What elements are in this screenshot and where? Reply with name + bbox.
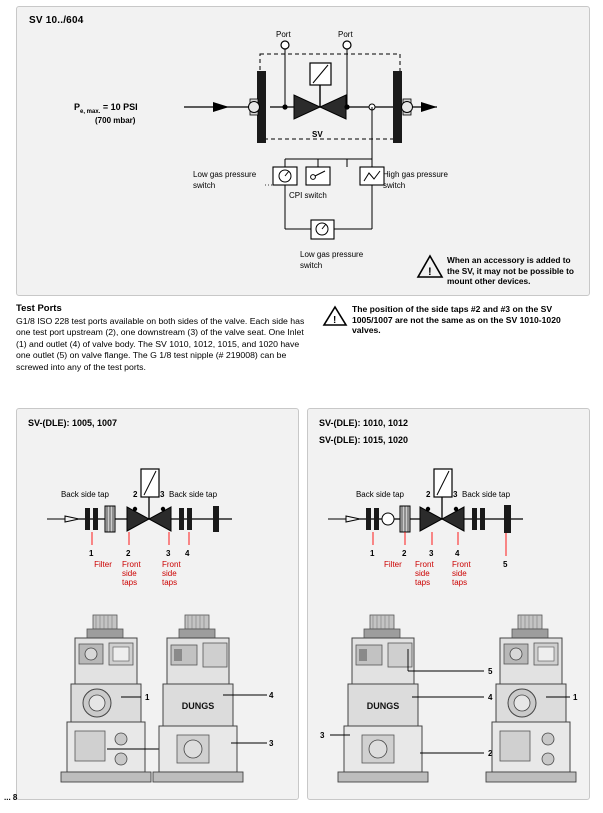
left-photo-callout-1: 1 — [145, 693, 150, 702]
right-front-taps-r2: side — [452, 569, 467, 578]
low-gas-switch-bottom-label-1: Low gas pressure — [300, 250, 364, 259]
right-num-3: 3 — [429, 549, 434, 558]
warning-triangle-icon — [322, 305, 348, 327]
right-valve-photo-b — [486, 615, 578, 782]
top-diagram-panel — [16, 6, 590, 296]
left-front-taps-l1: Front — [122, 560, 141, 569]
right-num-2: 2 — [402, 549, 407, 558]
max-pressure-label: $P_{e, max.} = 10$ PSI — [74, 102, 138, 115]
top-panel-title: SV 10../604 — [29, 15, 84, 26]
low-gas-switch-bottom-label-2: switch — [300, 261, 323, 270]
right-tap-2-top: 2 — [426, 490, 431, 499]
accessory-warning-text: When an accessory is added to the SV, it may not be possible to mount other devices. — [447, 255, 574, 287]
right-photo-callout-3: 3 — [320, 731, 325, 740]
right-front-taps-r1: Front — [452, 560, 471, 569]
left-tap-3-top: 3 — [160, 490, 165, 499]
right-num-4: 4 — [455, 549, 460, 558]
right-filter-label: Filter — [384, 560, 402, 569]
left-photo-brand: DUNGS — [181, 701, 215, 711]
left-front-taps-l3: taps — [122, 578, 138, 587]
right-back-side-tap-label-2: Back side tap — [462, 490, 511, 499]
right-front-taps-l1: Front — [415, 560, 434, 569]
left-front-taps-r2: side — [162, 569, 177, 578]
low-gas-switch-left-label-1: Low gas pressure — [193, 170, 257, 179]
right-front-taps-l3: taps — [415, 578, 431, 587]
side-taps-note — [322, 304, 588, 336]
test-ports-body: G1/8 ISO 228 test ports available on both sides of the valve. Each side has one test port upstream (2), one downstream (3) of the valve seat. One Inlet (1) and outlet (4) of valve body. The SV 1010, 1012, 1015, and 1020 have one outlet (5) on valve flange. The G 1/8 test nipple (# 219008) can be screwed into any of the test ports. — [16, 316, 305, 372]
left-valve-photo-b — [153, 615, 274, 782]
right-photo-callout-2: 2 — [488, 749, 493, 758]
right-num-1: 1 — [370, 549, 375, 558]
left-front-taps-r1: Front — [162, 560, 181, 569]
right-valve-panel — [307, 408, 590, 800]
left-tap-2-top: 2 — [133, 490, 138, 499]
left-photo-callout-3: 3 — [269, 739, 274, 748]
max-pressure-label-2: (700 mbar) — [95, 116, 136, 125]
right-num-5: 5 — [503, 560, 508, 569]
left-num-2: 2 — [126, 549, 131, 558]
high-gas-switch-label-2: switch — [383, 181, 406, 190]
right-tap-3-top: 3 — [453, 490, 458, 499]
left-panel-graphics — [17, 409, 298, 799]
right-photo-brand: DUNGS — [366, 701, 400, 711]
port-right-label: Port — [338, 30, 353, 39]
right-valve-photo-a — [320, 615, 493, 782]
left-back-side-tap-label-1: Back side tap — [60, 490, 109, 499]
left-photo-callout-4: 4 — [269, 691, 274, 700]
left-front-taps-l2: side — [122, 569, 137, 578]
svg-text:!: ! — [428, 266, 432, 278]
page-number: ... 8 — [4, 793, 18, 802]
svg-text:!: ! — [333, 315, 337, 326]
left-panel-title: SV-(DLE): 1005, 1007 — [28, 418, 118, 428]
left-filter-label: Filter — [94, 560, 112, 569]
right-panel-graphics — [308, 409, 589, 799]
high-gas-switch-label-1: High gas pressure — [383, 170, 448, 179]
right-front-taps-l2: side — [415, 569, 430, 578]
sv-label: SV — [312, 130, 323, 139]
sv-system-diagram — [17, 7, 589, 295]
left-back-side-tap-label-2: Back side tap — [169, 490, 218, 499]
test-ports-heading: Test Ports — [16, 303, 62, 314]
right-photo-callout-5: 5 — [488, 667, 493, 676]
left-num-3: 3 — [166, 549, 171, 558]
right-front-taps-r3: taps — [452, 578, 468, 587]
right-panel-title-2: SV-(DLE): 1015, 1020 — [319, 435, 409, 445]
left-valve-panel — [16, 408, 299, 800]
right-panel-title-1: SV-(DLE): 1010, 1012 — [319, 418, 409, 428]
side-taps-note-text: The position of the side taps #2 and #3 on the SV 1005/1007 are not the same as on the SV 1010-1020 valves. — [352, 304, 561, 336]
right-photo-callout-4: 4 — [488, 693, 493, 702]
test-ports-section — [16, 303, 316, 373]
cpi-switch-label: CPI switch — [289, 191, 327, 200]
right-back-side-tap-label-1: Back side tap — [355, 490, 404, 499]
low-gas-switch-left-label-2: switch — [193, 181, 216, 190]
left-num-1: 1 — [89, 549, 94, 558]
right-photo-callout-1: 1 — [573, 693, 578, 702]
port-left-label: Port — [276, 30, 291, 39]
left-num-4: 4 — [185, 549, 190, 558]
left-front-taps-r3: taps — [162, 578, 178, 587]
